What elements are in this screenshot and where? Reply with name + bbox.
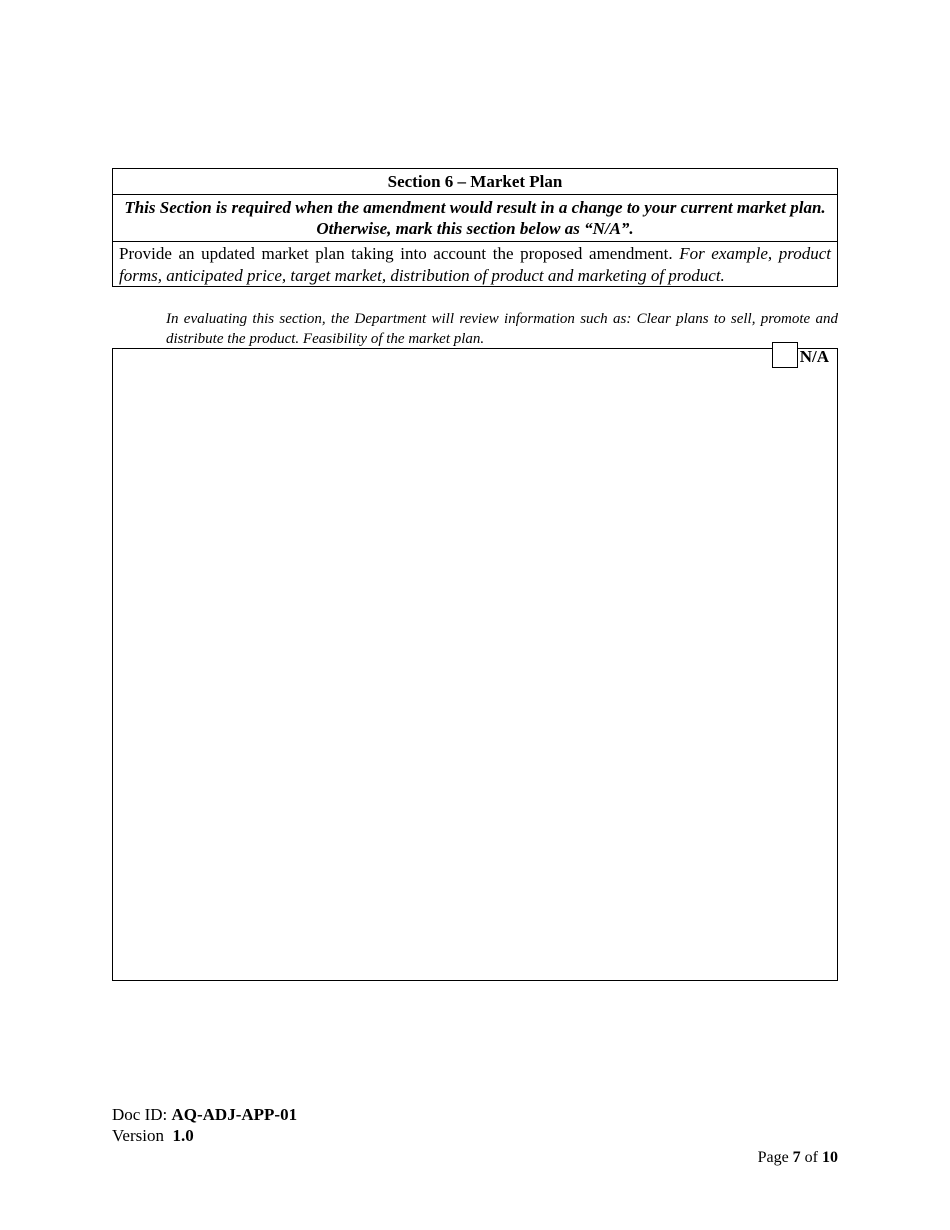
na-checkbox[interactable] [772, 342, 798, 368]
market-plan-section-table [112, 168, 838, 287]
na-option [772, 342, 829, 368]
page-total: 10 [822, 1149, 838, 1166]
na-checkbox-label: N/A [799, 347, 829, 366]
section-requirement-note: This Section is required when the amendment would result in a change to your current market plan. Otherwise, mark this section below as “N/A”. [113, 195, 838, 242]
page-number [758, 1148, 838, 1168]
version-value: 1.0 [172, 1126, 194, 1145]
doc-id-label: Doc ID: [112, 1105, 168, 1124]
page-of-label: of [804, 1149, 818, 1166]
evaluation-note: In evaluating this section, the Department will review information such as: Clear plans to sell, promote and distribute the product. Feasibility of the market plan. [166, 311, 838, 347]
doc-id-value: AQ-ADJ-APP-01 [171, 1105, 298, 1124]
instruction-example-text: For example, product forms, anticipated price, target market, distribution of product and marketing of product. [119, 244, 832, 285]
doc-id-line [112, 1104, 297, 1125]
market-plan-answer-box[interactable] [112, 348, 838, 981]
section-instruction [113, 242, 838, 287]
document-info [112, 1104, 297, 1146]
instruction-plain-text: Provide an updated market plan taking into account the proposed amendment. [119, 244, 673, 263]
page-label: Page [757, 1149, 789, 1166]
version-line [112, 1125, 297, 1146]
section-title: Section 6 – Market Plan [113, 169, 838, 195]
page-current: 7 [792, 1149, 801, 1166]
version-label: Version [112, 1126, 164, 1145]
